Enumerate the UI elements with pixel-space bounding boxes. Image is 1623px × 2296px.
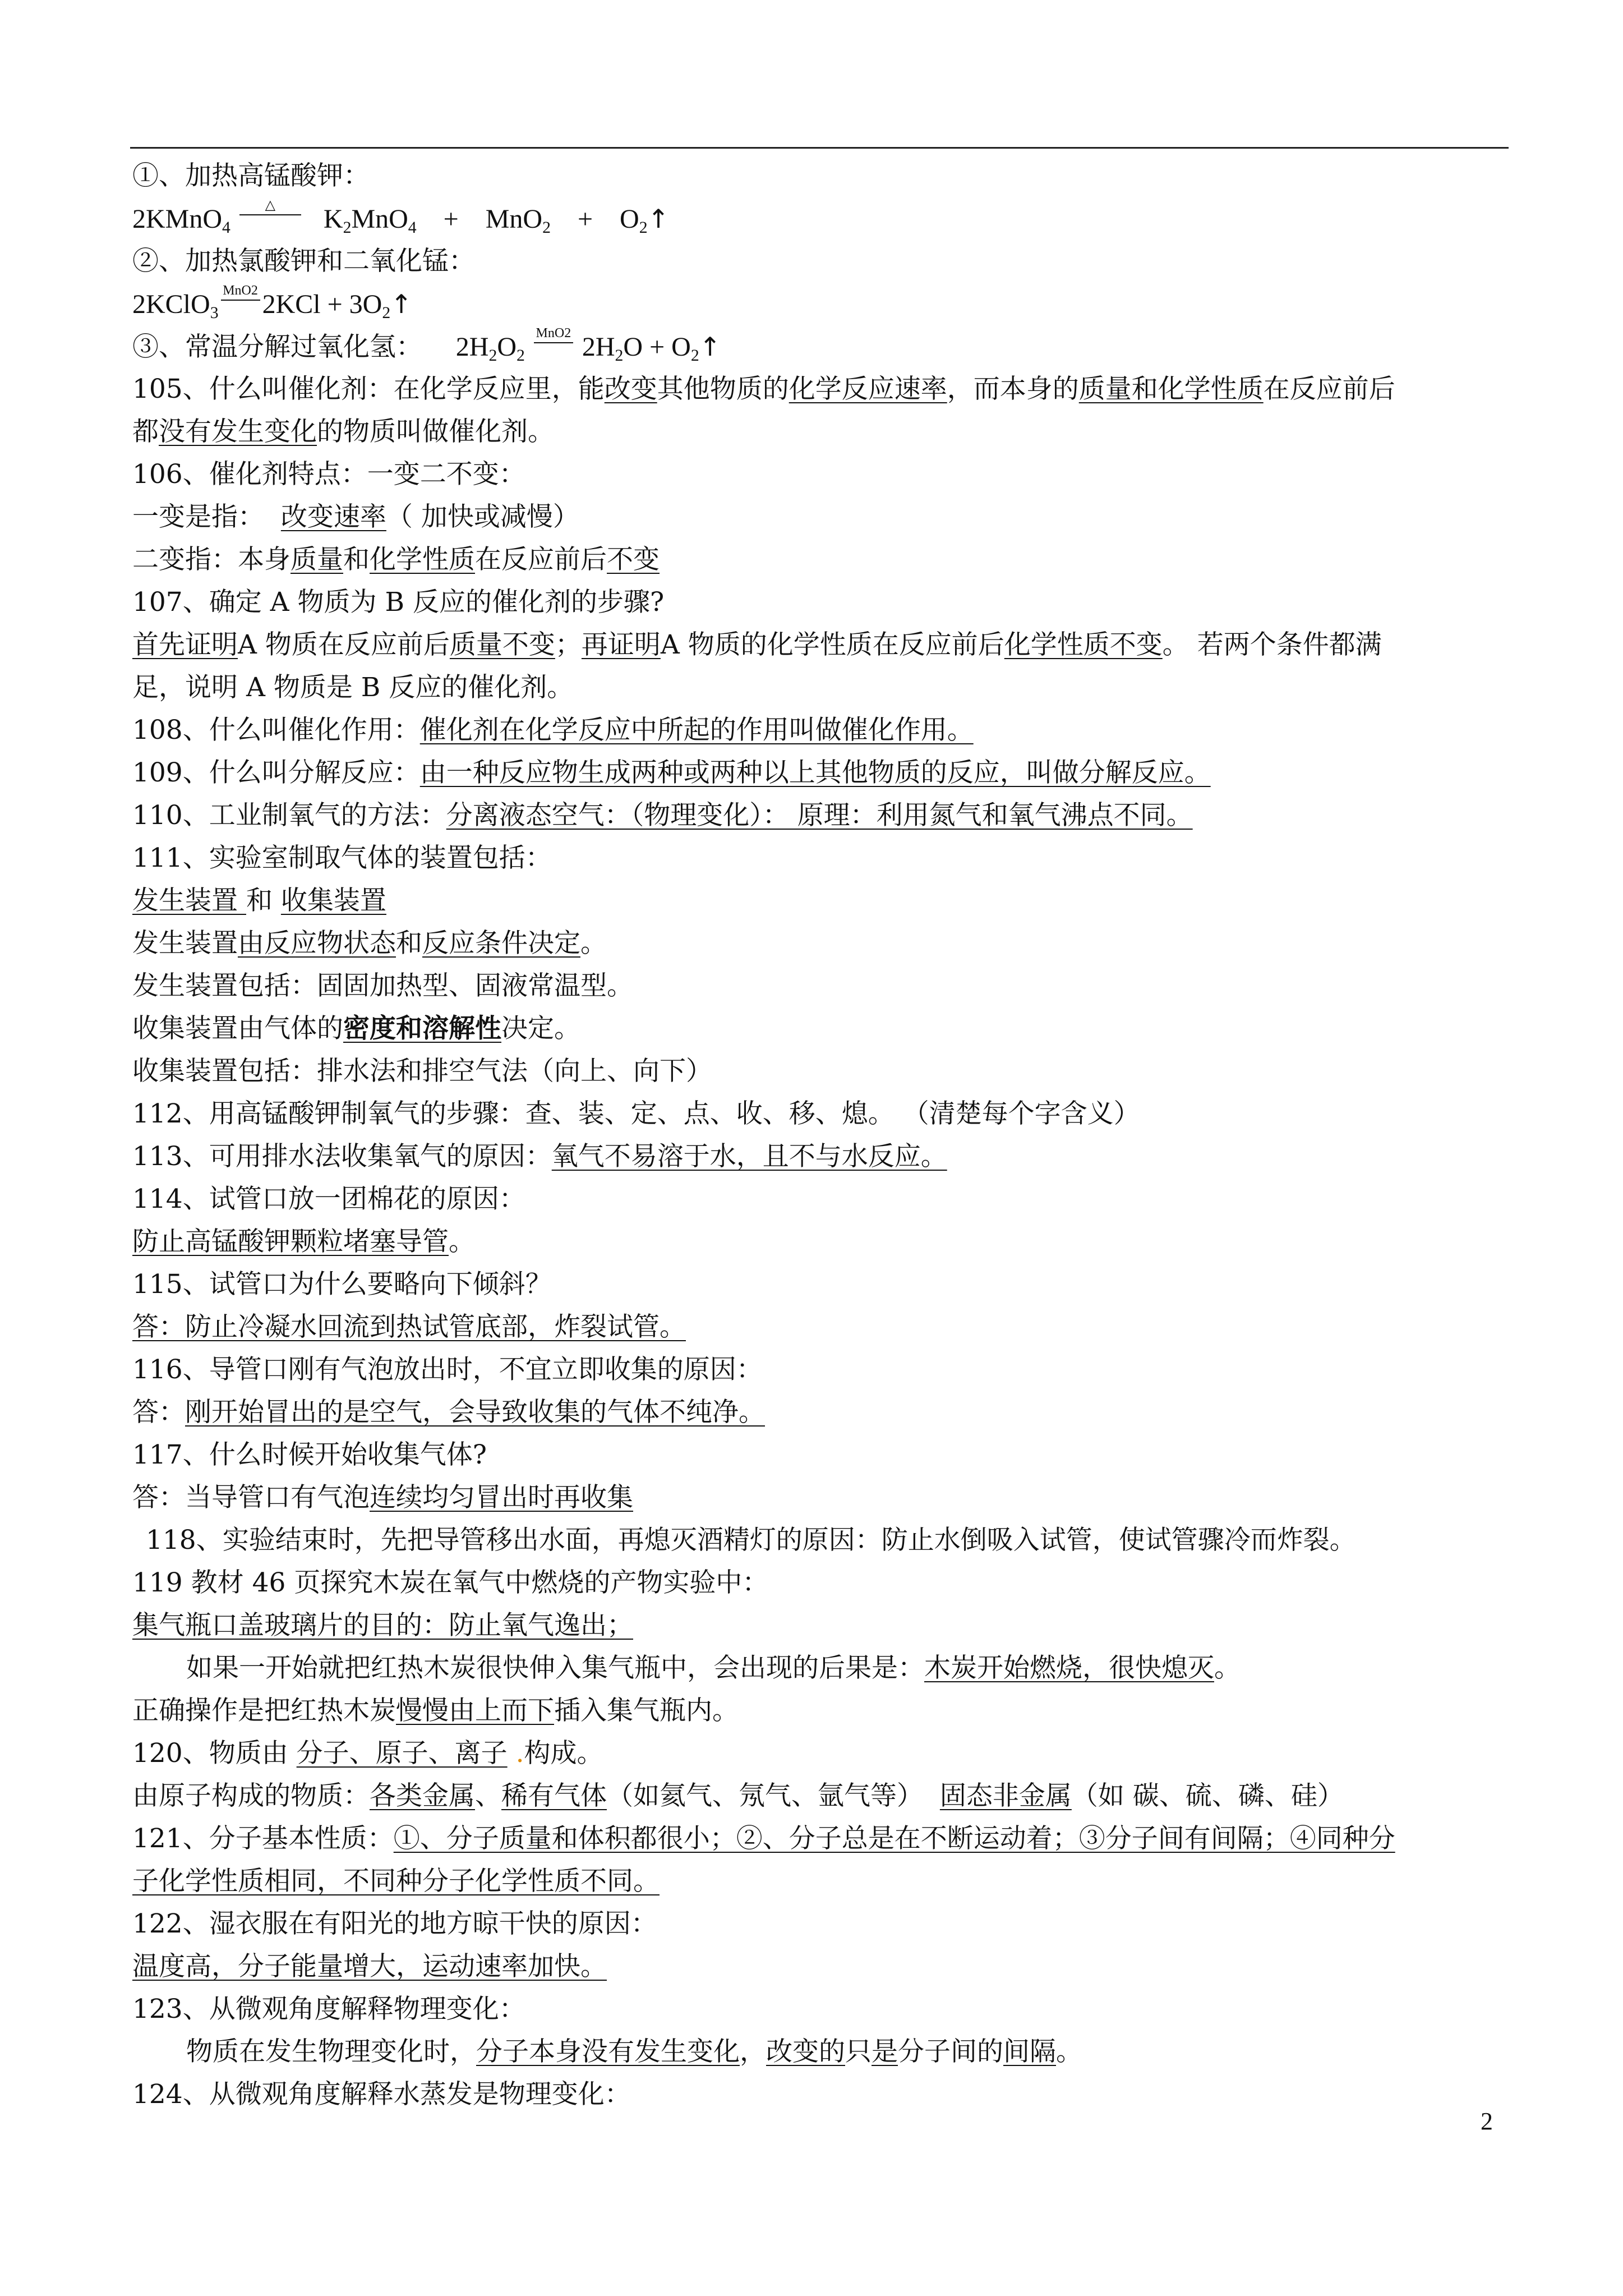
q113: 113、可用排水法收集氧气的原因：氧气不易溶于水，且不与水反应。 (132, 1141, 947, 1172)
q120-title: 120、物质由 分子、原子、离子 .构成。 (132, 1738, 603, 1769)
page-number: 2 (1481, 2108, 1493, 2135)
q111-devices: 发生装置 和 收集装置 (132, 885, 386, 916)
document-body (132, 155, 1506, 2116)
gas-arrow-icon: ↑ (699, 332, 721, 362)
q111-collector: 收集装置由气体的密度和溶解性决定。 (132, 1013, 580, 1044)
q106-unchanged: 二变指：本身质量和化学性质在反应前后不变 (132, 544, 660, 575)
q123-answer: 物质在发生物理变化时，分子本身没有发生变化，改变的只是分子间的间隔。 (186, 2036, 1082, 2067)
header-rule (130, 147, 1509, 149)
q116-answer: 答：刚开始冒出的是空气，会导致收集的气体不纯净。 (132, 1397, 765, 1428)
q123-title: 123、从微观角度解释物理变化： (132, 1994, 525, 2024)
q117-title: 117、什么时候开始收集气体? (132, 1439, 487, 1470)
method-1-title: ①、加热高锰酸钾： (132, 160, 370, 191)
q119-title: 119 教材 46 页探究木炭在氧气中燃烧的产物实验中： (132, 1567, 769, 1598)
q110: 110、工业制氧气的方法：分离液态空气：（物理变化）： 原理：利用氮气和氧气沸点不同。 (132, 800, 1193, 831)
method-2-title: ②、加热氯酸钾和二氧化锰： (132, 246, 475, 277)
q105-line-1: 105、什么叫催化剂：在化学反应里，能改变其他物质的化学反应速率，而本身的质量和化学性质在反应前后 (132, 374, 1395, 404)
equation-kmno4: 2KMnO$_4$ △ $K_2MnO_4$ + MnO$_2$ + $O_2↑$ (132, 198, 670, 237)
q119-consequence: 如果一开始就把红热木炭很快伸入集气瓶中，会出现的后果是：木炭开始燃烧，很快熄灭。 (186, 1653, 1241, 1683)
q122-answer: 温度高，分子能量增大，运动速率加快。 (132, 1951, 607, 1982)
q117-answer: 答：当导管口有气泡连续均匀冒出时再收集 (132, 1482, 633, 1513)
q114-title: 114、试管口放一团棉花的原因： (132, 1184, 525, 1214)
q106-change: 一变是指： 改变速率（ 加快或减慢） (132, 501, 579, 532)
q107-title: 107、确定 A 物质为 B 反应的催化剂的步骤? (132, 587, 665, 618)
q111-title: 111、实验室制取气体的装置包括： (132, 843, 552, 873)
q115-answer: 答：防止冷凝水回流到热试管底部，炸裂试管。 (132, 1312, 686, 1342)
q108: 108、什么叫催化作用：催化剂在化学反应中所起的作用叫做催化作用。 (132, 715, 974, 746)
q107-line-1: 首先证明A 物质在反应前后质量不变；再证明A 物质的化学性质在反应前后化学性质不变。 若两个条件都满 (132, 629, 1382, 660)
q112: 112、用高锰酸钾制氧气的步骤：查、装、定、点、收、移、熄。 （清楚每个字含义） (132, 1098, 1140, 1129)
q106-title: 106、催化剂特点：一变二不变： (132, 459, 525, 490)
equation-kclo3: 2KClO$_3$ MnO2 $2KCl + 3O_2↑$ (132, 283, 412, 322)
gas-arrow-icon: ↑ (647, 204, 670, 234)
q111-generator: 发生装置由反应物状态和反应条件决定。 (132, 928, 607, 959)
equation-h2o2: ③、常温分解过氧化氢： $2H_2O_2$ MnO2 $2H_2O$ + $O_2↑$ (132, 326, 721, 365)
q119-purpose: 集气瓶口盖玻璃片的目的：防止氧气逸出； (132, 1610, 633, 1641)
q119-correct-operation: 正确操作是把红热木炭慢慢由上而下插入集气瓶内。 (132, 1695, 739, 1726)
q109: 109、什么叫分解反应：由一种反应物生成两种或两种以上其他物质的反应，叫做分解反应。 (132, 757, 1211, 788)
q115-title: 115、试管口为什么要略向下倾斜？ (132, 1269, 552, 1300)
q121-line-1: 121、分子基本性质：①、分子质量和体积都很小；②、分子总是在不断运动着；③分子间有间隔；④同种分 (132, 1823, 1395, 1854)
q118: 118、实验结束时，先把导管移出水面，再熄灭酒精灯的原因：防止水倒吸入试管，使试管骤冷而炸裂。 (146, 1525, 1356, 1556)
q107-line-2: 足，说明 A 物质是 B 反应的催化剂。 (132, 672, 574, 703)
q122-title: 122、湿衣服在有阳光的地方晾干快的原因： (132, 1908, 657, 1939)
q120-atomic-substances: 由原子构成的物质：各类金属、稀有气体（如氦气、氖气、氩气等） 固态非金属（如 碳、硫、磷、硅） (132, 1780, 1344, 1811)
q124-title: 124、从微观角度解释水蒸发是物理变化： (132, 2079, 631, 2110)
q105-line-2: 都没有发生变化的物质叫做催化剂。 (132, 416, 554, 447)
q111-collector-types: 收集装置包括：排水法和排空气法（向上、向下） (132, 1056, 712, 1087)
q116-title: 116、导管口刚有气泡放出时，不宜立即收集的原因： (132, 1354, 763, 1385)
q111-generator-types: 发生装置包括：固固加热型、固液常温型。 (132, 970, 633, 1001)
gas-arrow-icon: ↑ (390, 289, 412, 319)
q114-answer: 防止高锰酸钾颗粒堵塞导管。 (132, 1226, 475, 1257)
q121-line-2: 子化学性质相同，不同种分子化学性质不同。 (132, 1866, 660, 1897)
